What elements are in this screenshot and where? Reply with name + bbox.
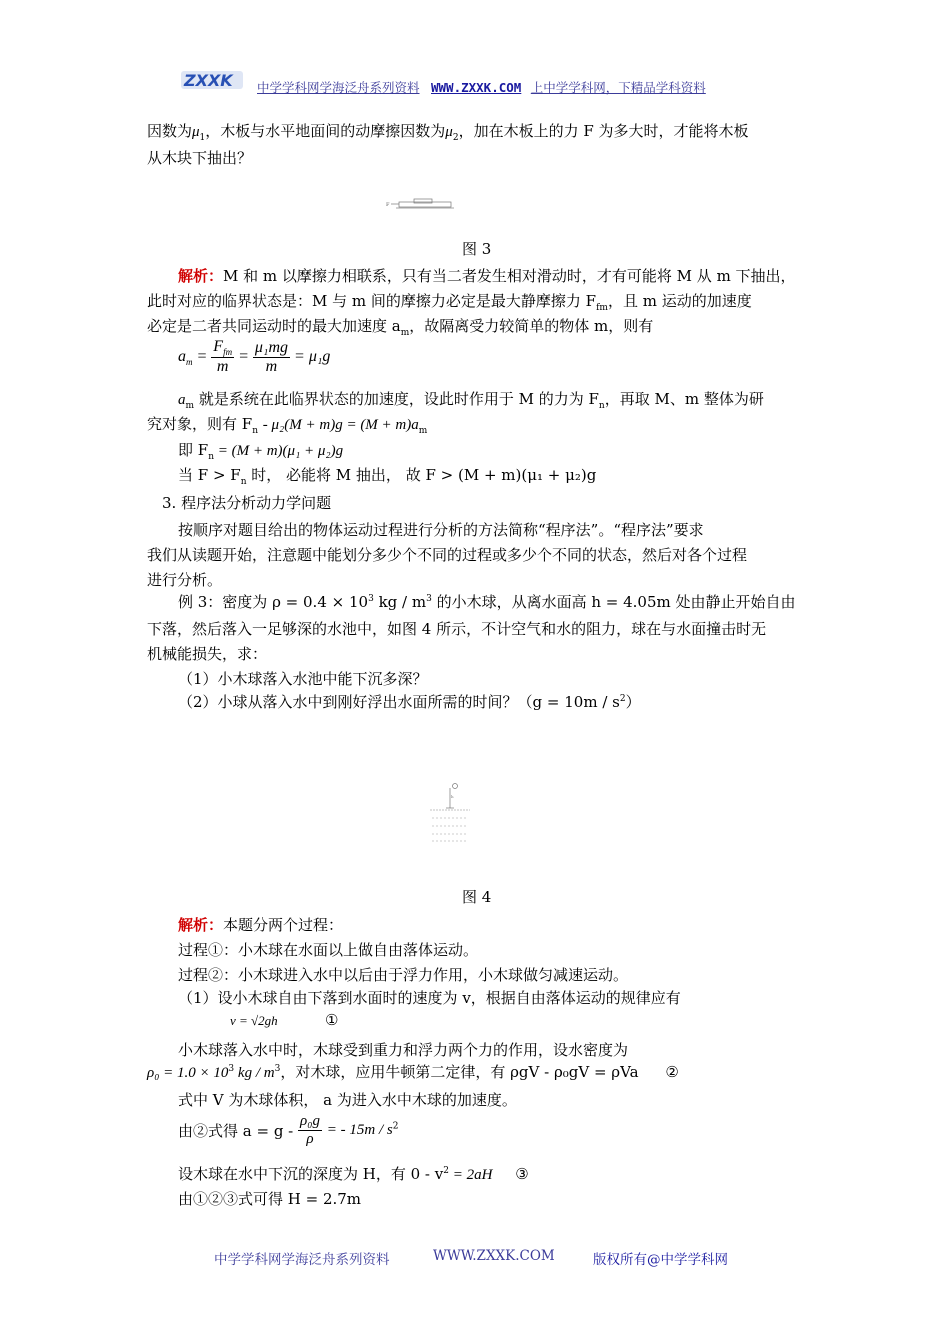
intro-line-2: 从木块下抽出？: [147, 149, 253, 167]
process-2: 过程②：小木球进入水中以后由于浮力作用，小木球做匀减速运动。: [178, 966, 629, 984]
section3-para-line1: 按顺序对题目给出的物体运动过程进行分析的方法简称“程序法”。“程序法”要求: [178, 521, 704, 539]
analysis2-line8: 设木球在水中下沉的深度为 H，有 $0 - v^2 = 2aH$ ③: [178, 1165, 529, 1183]
zxxk-logo: [181, 69, 243, 91]
analysis1-line2: 此时对应的临界状态是：M 与 m 间的摩擦力必定是最大静摩擦力 $F_{fm}$，且 m 运动的加速度: [147, 292, 752, 313]
header-left-text: 中学学科网学海泛舟系列资料: [257, 81, 420, 95]
analysis2-line6: 式中 V 为木球体积， a 为进入水中木球的加速度。: [178, 1091, 517, 1109]
figure-4-diagram: [428, 782, 472, 844]
section3-para-line3: 进行分析。: [147, 571, 223, 589]
intro-line-1: 因数为$\mu_1$，木板与水平地面间的动摩擦因数为$\mu_2$，加在木板上的力 F 为多大时，才能将木板: [147, 122, 749, 143]
equation-v: v = √2gh ①: [230, 1013, 339, 1029]
figure-3-diagram: [386, 198, 456, 212]
equation-am: $a_m$ = $\frac{F_{fm}}{m}$ = $\frac{\text{μ₁mg}}{m}$ = μ₁g: [178, 338, 331, 376]
footer-copyright: 版权所有@中学学科网: [593, 1252, 728, 1268]
analysis2-line5: $\rho_0 = 1.0 \times 10^3$ kg / $m^3$，对木球，应用牛顿第二定律，有 ρgV - ρ₀gV = ρVa ②: [147, 1063, 679, 1081]
figure-3-caption: 图 3: [462, 240, 492, 258]
logo-text: ZXXK: [184, 71, 233, 90]
svg-text:h: h: [451, 794, 454, 799]
analysis1-line1: 解析：M 和 m 以摩擦力相联系，只有当二者发生相对滑动时，才有可能将 M 从 m 下抽出，: [178, 267, 796, 285]
footer-left: 中学学科网学海泛舟系列资料: [214, 1252, 390, 1268]
analysis1-line6: 即 $F_n = (M + m)(\mu_1 + \mu_2)g$: [178, 441, 344, 462]
analysis-label: 解析：: [178, 916, 224, 934]
analysis2-line3: （1）设小木球自由下落到水面时的速度为 v，根据自由落体运动的规律应有: [178, 989, 681, 1007]
process-1: 过程①：小木球在水面以上做自由落体运动。: [178, 941, 479, 959]
analysis2-line4: 小木球落入水中时，木球受到重力和浮力两个力的作用，设水密度为: [178, 1041, 629, 1059]
header-bar: [257, 78, 706, 96]
svg-text:F: F: [386, 202, 390, 208]
analysis1-line4: $a_m$ 就是系统在此临界状态的加速度，设此时作用于 M 的力为 $F_n$，再取 M、m 整体为研: [178, 390, 764, 411]
figure-4-caption: 图 4: [462, 888, 492, 906]
analysis1-line7: 当 $F > F_n$ 时， 必能将 M 抽出， 故 F > (M + m)(μ₁ + μ₂)g: [178, 466, 597, 487]
analysis2-result: 由①②③式可得 H = 2.7m: [178, 1190, 362, 1208]
header-right-text: 上中学学科网，下精品学科资料: [530, 81, 706, 95]
example3-line1: 例 3：密度为 $\rho = 0.4 \times 10^3$ kg / $m^3$ 的小木球，从离水面高 h = 4.05m 处由静止开始自由: [178, 593, 796, 611]
section3-para-line2: 我们从读题开始，注意题中能划分多少个不同的过程或多少个不同的状态，然后对各个过程: [147, 546, 748, 564]
analysis-label: 解析：: [178, 267, 224, 285]
section-3-title: 3. 程序法分析动力学问题: [162, 494, 332, 512]
analysis2-line0: 解析：本题分两个过程：: [178, 916, 344, 934]
analysis1-line3: 必定是二者共同运动时的最大加速度 $a_m$，故隔离受力较简单的物体 m，则有: [147, 317, 654, 338]
footer-site[interactable]: WWW.ZXXK.COM: [433, 1248, 555, 1264]
equation-a: 由②式得 a = g - $\frac{\text{ρ₀g}}{\rho}$ = - $15m / s^2$: [178, 1113, 399, 1147]
question-1: （1）小木球落入水池中能下沉多深？: [178, 670, 428, 688]
header-site-link[interactable]: WWW.ZXXK.COM: [431, 80, 522, 95]
analysis1-line5: 究对象，则有 $F_n - \mu_2(M + m)g = (M + m)a_m$: [147, 415, 428, 436]
question-2: （2）小球从落入水中到刚好浮出水面所需的时间？$(g = 10m / s^2)$: [178, 693, 641, 711]
example3-line3: 机械能损失，求：: [147, 645, 268, 663]
example3-line2: 下落，然后落入一足够深的水池中，如图 4 所示，不计空气和水的阻力，球在与水面撞击时无: [147, 620, 767, 638]
